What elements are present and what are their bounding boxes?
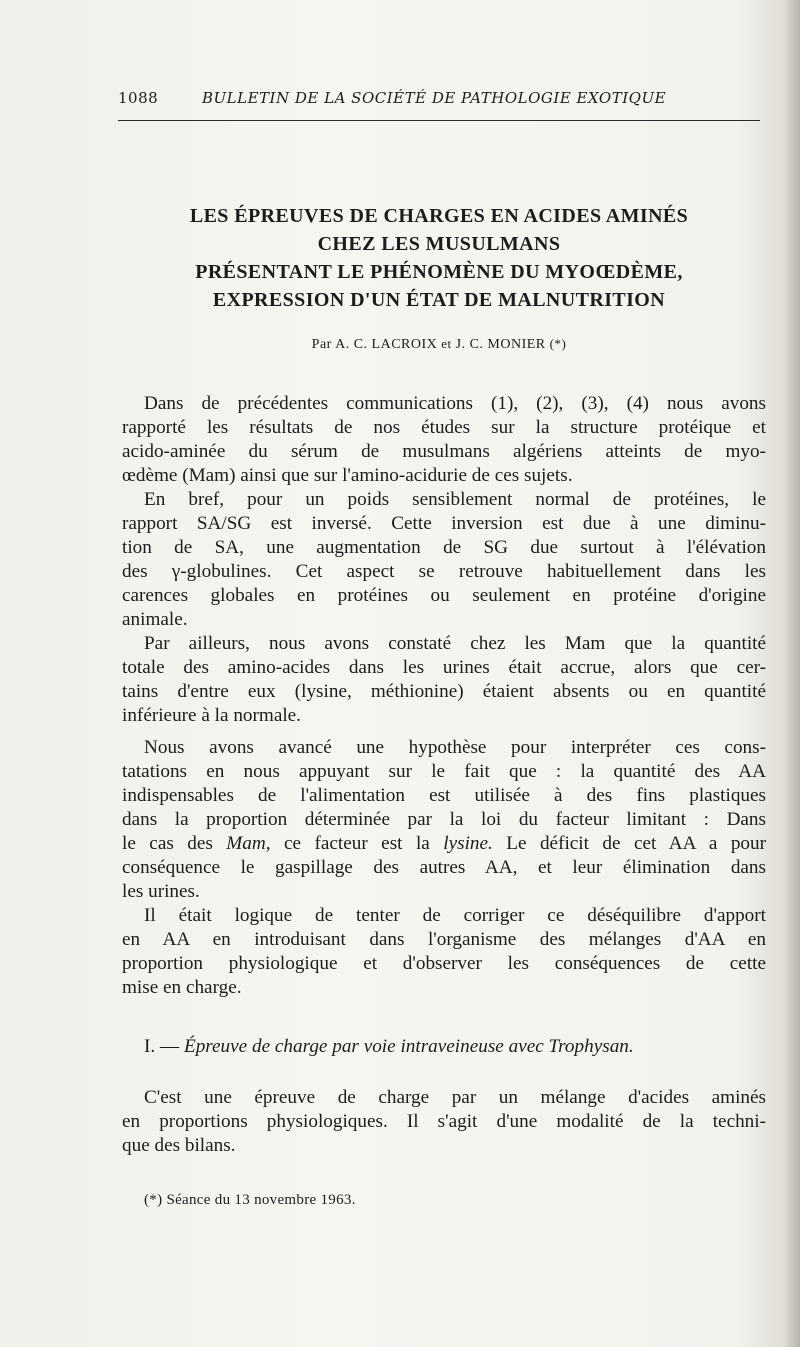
text-run: Le déficit de cet AA a pour [492,833,766,854]
text-line: rapporté les résultats de nos études sur la structure protéique et [122,417,766,438]
paragraph-4 [122,736,766,904]
text-line: rapport SA/SG est inversé. Cette inversion est due à une diminu- [122,513,766,534]
author-1: A. C. LACROIX [335,337,438,352]
paragraph-2 [122,488,766,632]
text-run: ce facteur est la [270,833,444,854]
text-line: inférieure à la normale. [122,705,301,726]
title-line: PRÉSENTANT LE PHÉNOMÈNE DU MYOŒDÈME, [195,261,683,283]
byline-et: et [441,336,452,351]
italic-lysine: lysine. [443,833,493,854]
byline [118,336,760,353]
text-run: le cas des [122,833,227,854]
text-line: tatations en nous appuyant sur le fait que : la quantité des AA [122,761,766,782]
text-line: En bref, pour un poids sensiblement normal de protéines, le [144,489,766,510]
journal-name: BULLETIN DE LA SOCIÉTÉ DE PATHOLOGIE EXOTIQUE [202,89,667,107]
title-line: CHEZ LES MUSULMANS [317,233,561,255]
byline-par: Par [311,337,332,352]
paragraph-5 [122,904,766,1000]
text-line: des γ-globulines. Cet aspect se retrouve habituellement dans les [122,561,766,582]
section-title: Épreuve de charge par voie intraveineuse avec Trophysan. [183,1036,634,1057]
text-line: carences globales en protéines ou seulement en protéine d'origine [122,585,766,606]
footnote-mark: (*) [144,1192,163,1208]
article-title [118,202,760,314]
page-number: 1088 [118,89,159,107]
text-line: indispensables de l'alimentation est utilisée à des fins plastiques [122,785,766,806]
text-line: tion de SA, une augmentation de SG due surtout à l'élévation [122,537,766,558]
footnote-text: Séance du 13 novembre 1963. [166,1192,356,1208]
italic-mam: Mam, [226,833,271,854]
paragraph-6 [122,1086,766,1158]
text-line: Dans de précédentes communications (1), (2), (3), (4) nous avons [144,393,766,414]
footnote-marker: (*) [549,336,567,351]
title-line: EXPRESSION D'UN ÉTAT DE MALNUTRITION [212,289,666,311]
paragraph-1 [122,392,766,488]
page-edge-shadow [784,0,800,1347]
author-2: J. C. MONIER [455,337,546,352]
text-line: Il était logique de tenter de corriger ce déséquilibre d'apport [144,905,766,926]
text-line: en proportions physiologiques. Il s'agit d'une modalité de la techni- [122,1111,766,1132]
text-line: acido-aminée du sérum de musulmans algériens atteints de myo- [122,441,766,462]
footnote [144,1192,644,1209]
text-line: en AA en introduisant dans l'organisme des mélanges d'AA en [122,929,766,950]
text-line: Par ailleurs, nous avons constaté chez les Mam que la quantité [144,633,766,654]
text-line: Nous avons avancé une hypothèse pour interpréter ces cons- [144,737,766,758]
header-rule [118,120,760,121]
text-line: dans la proportion déterminée par la loi du facteur limitant : Dans [122,809,766,830]
text-line: les urines. [122,881,200,902]
paragraph-3 [122,632,766,728]
text-line: œdème (Mam) ainsi que sur l'amino-acidurie de ces sujets. [122,465,573,486]
text-line: animale. [122,609,188,630]
text-line-mixed [122,832,766,856]
text-line: que des bilans. [122,1135,236,1156]
text-line: tains d'entre eux (lysine, méthionine) étaient absents ou en quantité [122,681,766,702]
title-line: LES ÉPREUVES DE CHARGES EN ACIDES AMINÉS [189,205,689,227]
text-line: mise en charge. [122,977,242,998]
text-line: C'est une épreuve de charge par un mélange d'acides aminés [144,1087,766,1108]
section-number: I. — [144,1036,180,1057]
text-line: conséquence le gaspillage des autres AA, et leur élimination dans [122,857,766,878]
section-heading [144,1036,764,1058]
text-line: totale des amino-acides dans les urines était accrue, alors que cer- [122,657,766,678]
text-line: proportion physiologique et d'observer les conséquences de cette [122,953,766,974]
